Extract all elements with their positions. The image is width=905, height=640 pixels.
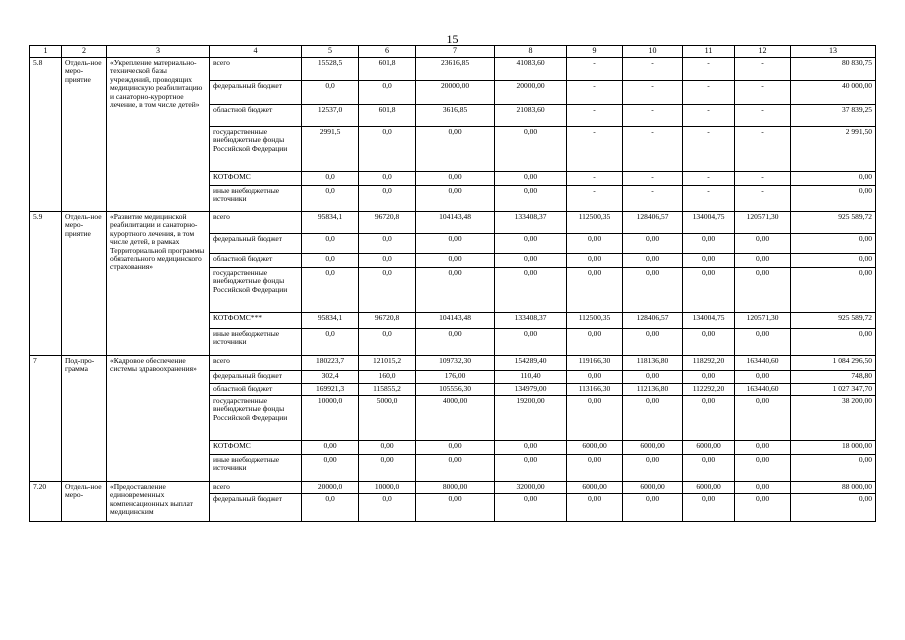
year-value-cell: 105556,30 <box>416 384 495 396</box>
year-value-cell: 134004,75 <box>683 212 735 234</box>
year-value-cell: 0,0 <box>302 172 359 186</box>
budget-table <box>29 45 876 522</box>
year-value-cell: 0,0 <box>302 494 359 522</box>
funding-source: федеральный бюджет <box>210 371 302 384</box>
year-value-cell: 0,00 <box>683 494 735 522</box>
year-value-cell: 0,00 <box>683 268 735 313</box>
year-value-cell: 0,00 <box>416 254 495 268</box>
year-value-cell: 134004,75 <box>683 313 735 329</box>
column-number: 12 <box>735 46 791 58</box>
year-value-cell: 119166,30 <box>567 356 623 371</box>
total-cell: 88 000,00 <box>791 482 876 494</box>
year-value-cell: 163440,60 <box>735 384 791 396</box>
item-number: 7.20 <box>30 482 62 522</box>
year-value-cell: 20000,00 <box>495 81 567 105</box>
funding-source: КОТФОМС <box>210 441 302 455</box>
year-value-cell: - <box>735 105 791 127</box>
year-value-cell: 0,00 <box>735 329 791 356</box>
year-value-cell: 134979,00 <box>495 384 567 396</box>
item-number: 5.9 <box>30 212 62 356</box>
year-value-cell: 6000,00 <box>683 441 735 455</box>
table-row <box>30 356 876 371</box>
column-number: 13 <box>791 46 876 58</box>
year-value-cell: - <box>567 127 623 172</box>
funding-source: областной бюджет <box>210 384 302 396</box>
year-value-cell: 0,00 <box>567 268 623 313</box>
funding-source: всего <box>210 58 302 81</box>
year-value-cell: 0,0 <box>359 127 416 172</box>
year-value-cell: 601,8 <box>359 105 416 127</box>
year-value-cell: 0,00 <box>567 234 623 254</box>
year-value-cell: 120571,30 <box>735 313 791 329</box>
year-value-cell: 0,00 <box>735 268 791 313</box>
year-value-cell: 118292,20 <box>683 356 735 371</box>
year-value-cell: 160,0 <box>359 371 416 384</box>
column-number: 6 <box>359 46 416 58</box>
year-value-cell: 133408,37 <box>495 313 567 329</box>
year-value-cell: 6000,00 <box>623 482 683 494</box>
column-number: 2 <box>62 46 107 58</box>
year-value-cell: - <box>623 186 683 212</box>
year-value-cell: 0,00 <box>735 494 791 522</box>
year-value-cell: 6000,00 <box>567 441 623 455</box>
year-value-cell: 0,00 <box>735 254 791 268</box>
year-value-cell: 96720,8 <box>359 313 416 329</box>
year-value-cell: 0,00 <box>683 329 735 356</box>
total-cell: 925 589,72 <box>791 212 876 234</box>
year-value-cell: - <box>567 81 623 105</box>
table-header-row <box>30 46 876 58</box>
year-value-cell: - <box>683 105 735 127</box>
year-value-cell: 0,00 <box>495 455 567 482</box>
year-value-cell: 154289,40 <box>495 356 567 371</box>
year-value-cell: - <box>683 58 735 81</box>
year-value-cell: 0,00 <box>359 441 416 455</box>
year-value-cell: 0,00 <box>567 254 623 268</box>
funding-source: всего <box>210 356 302 371</box>
year-value-cell: 0,0 <box>302 268 359 313</box>
funding-source: КОТФОМС*** <box>210 313 302 329</box>
year-value-cell: 19200,00 <box>495 396 567 441</box>
year-value-cell: 8000,00 <box>416 482 495 494</box>
column-number: 11 <box>683 46 735 58</box>
year-value-cell: 104143,48 <box>416 212 495 234</box>
funding-source: федеральный бюджет <box>210 494 302 522</box>
year-value-cell: 95834,1 <box>302 313 359 329</box>
year-value-cell: - <box>683 81 735 105</box>
year-value-cell: 0,00 <box>495 494 567 522</box>
year-value-cell: 120571,30 <box>735 212 791 234</box>
year-value-cell: 169921,3 <box>302 384 359 396</box>
item-type: Отдель-ное меро-приятие <box>62 58 107 212</box>
funding-source: иные внебюджетные источники <box>210 186 302 212</box>
year-value-cell: 112292,20 <box>683 384 735 396</box>
year-value-cell: 15528,5 <box>302 58 359 81</box>
year-value-cell: - <box>735 172 791 186</box>
year-value-cell: 0,0 <box>302 254 359 268</box>
year-value-cell: 0,00 <box>495 441 567 455</box>
year-value-cell: - <box>567 58 623 81</box>
year-value-cell: 0,00 <box>683 234 735 254</box>
total-cell: 925 589,72 <box>791 313 876 329</box>
funding-source: областной бюджет <box>210 105 302 127</box>
column-number: 5 <box>302 46 359 58</box>
year-value-cell: 0,00 <box>495 254 567 268</box>
total-cell: 0,00 <box>791 254 876 268</box>
table-row <box>30 58 876 81</box>
year-value-cell: 0,00 <box>416 268 495 313</box>
year-value-cell: 0,00 <box>623 268 683 313</box>
year-value-cell: 0,00 <box>495 186 567 212</box>
year-value-cell: 4000,00 <box>416 396 495 441</box>
year-value-cell: 0,00 <box>416 234 495 254</box>
year-value-cell: 0,00 <box>623 254 683 268</box>
year-value-cell: - <box>623 58 683 81</box>
year-value-cell: 20000,00 <box>416 81 495 105</box>
page-number: 15 <box>446 32 459 46</box>
year-value-cell: 0,0 <box>302 234 359 254</box>
year-value-cell: 23616,85 <box>416 58 495 81</box>
year-value-cell: 112136,80 <box>623 384 683 396</box>
year-value-cell: 0,0 <box>302 81 359 105</box>
year-value-cell: - <box>567 186 623 212</box>
total-cell: 1 084 296,50 <box>791 356 876 371</box>
year-value-cell: 0,00 <box>683 455 735 482</box>
year-value-cell: 0,0 <box>359 254 416 268</box>
item-title: «Кадровое обеспечение системы здравоохранения» <box>107 356 210 482</box>
total-cell: 0,00 <box>791 494 876 522</box>
year-value-cell: - <box>735 81 791 105</box>
total-cell: 80 830,75 <box>791 58 876 81</box>
funding-source: областной бюджет <box>210 254 302 268</box>
year-value-cell: 302,4 <box>302 371 359 384</box>
year-value-cell: 0,00 <box>416 172 495 186</box>
total-cell: 2 991,50 <box>791 127 876 172</box>
table-row <box>30 482 876 494</box>
year-value-cell: 0,0 <box>359 81 416 105</box>
item-number: 5.8 <box>30 58 62 212</box>
column-number: 1 <box>30 46 62 58</box>
year-value-cell: 110,40 <box>495 371 567 384</box>
year-value-cell: 0,00 <box>735 455 791 482</box>
year-value-cell: 5000,0 <box>359 396 416 441</box>
year-value-cell: 0,00 <box>416 127 495 172</box>
year-value-cell: 6000,00 <box>683 482 735 494</box>
item-type: Отдель-ное меро-приятие <box>62 212 107 356</box>
year-value-cell: 0,00 <box>416 329 495 356</box>
year-value-cell: 0,00 <box>416 441 495 455</box>
year-value-cell: - <box>623 105 683 127</box>
year-value-cell: 112500,35 <box>567 313 623 329</box>
year-value-cell: 3616,85 <box>416 105 495 127</box>
funding-source: федеральный бюджет <box>210 81 302 105</box>
year-value-cell: 0,0 <box>302 186 359 212</box>
year-value-cell: 0,00 <box>495 127 567 172</box>
year-value-cell: 0,00 <box>623 396 683 441</box>
year-value-cell: 0,00 <box>683 371 735 384</box>
column-number: 10 <box>623 46 683 58</box>
year-value-cell: 104143,48 <box>416 313 495 329</box>
year-value-cell: 0,0 <box>359 329 416 356</box>
year-value-cell: 96720,8 <box>359 212 416 234</box>
item-type: Отдель-ное меро- <box>62 482 107 522</box>
funding-source: КОТФОМС <box>210 172 302 186</box>
year-value-cell: 0,00 <box>416 494 495 522</box>
total-cell: 0,00 <box>791 455 876 482</box>
year-value-cell: 0,00 <box>735 396 791 441</box>
year-value-cell: 0,00 <box>495 172 567 186</box>
item-number: 7 <box>30 356 62 482</box>
item-title: «Развитие медицинской реабилитации и санаторно-курортного лечения, в том числе детей, в рамках Территориальной программы обязательного медицинского страхования» <box>107 212 210 356</box>
year-value-cell: 41083,60 <box>495 58 567 81</box>
total-cell: 18 000,00 <box>791 441 876 455</box>
year-value-cell: - <box>735 127 791 172</box>
item-type: Под-про-грамма <box>62 356 107 482</box>
year-value-cell: 0,00 <box>735 482 791 494</box>
funding-source: всего <box>210 212 302 234</box>
total-cell: 0,00 <box>791 234 876 254</box>
year-value-cell: 95834,1 <box>302 212 359 234</box>
funding-source: иные внебюджетные источники <box>210 455 302 482</box>
column-number: 4 <box>210 46 302 58</box>
year-value-cell: 0,0 <box>359 234 416 254</box>
year-value-cell: 0,00 <box>735 441 791 455</box>
year-value-cell: 0,0 <box>359 172 416 186</box>
total-cell: 0,00 <box>791 186 876 212</box>
year-value-cell: - <box>623 172 683 186</box>
year-value-cell: 0,00 <box>302 441 359 455</box>
year-value-cell: - <box>623 127 683 172</box>
year-value-cell: 0,00 <box>623 329 683 356</box>
year-value-cell: 0,00 <box>567 455 623 482</box>
funding-source: иные внебюджетные источники <box>210 329 302 356</box>
table-row <box>30 212 876 234</box>
year-value-cell: 10000,0 <box>302 396 359 441</box>
total-cell: 0,00 <box>791 329 876 356</box>
year-value-cell: 32000,00 <box>495 482 567 494</box>
year-value-cell: 176,00 <box>416 371 495 384</box>
year-value-cell: 0,00 <box>623 455 683 482</box>
year-value-cell: 0,00 <box>623 494 683 522</box>
column-number: 7 <box>416 46 495 58</box>
funding-source: федеральный бюджет <box>210 234 302 254</box>
year-value-cell: 0,00 <box>683 396 735 441</box>
year-value-cell: 0,0 <box>359 494 416 522</box>
year-value-cell: 0,0 <box>359 268 416 313</box>
year-value-cell: - <box>735 186 791 212</box>
year-value-cell: 0,00 <box>623 234 683 254</box>
year-value-cell: 0,0 <box>359 186 416 212</box>
year-value-cell: 12537,0 <box>302 105 359 127</box>
funding-source: государственные внебюджетные фонды Российской Федерации <box>210 268 302 313</box>
year-value-cell: 118136,80 <box>623 356 683 371</box>
year-value-cell: 109732,30 <box>416 356 495 371</box>
year-value-cell: 0,00 <box>567 494 623 522</box>
funding-source: всего <box>210 482 302 494</box>
year-value-cell: 0,00 <box>359 455 416 482</box>
year-value-cell: - <box>683 172 735 186</box>
year-value-cell: - <box>683 186 735 212</box>
year-value-cell: 0,00 <box>683 254 735 268</box>
year-value-cell: 133408,37 <box>495 212 567 234</box>
year-value-cell: 0,00 <box>416 186 495 212</box>
year-value-cell: - <box>623 81 683 105</box>
year-value-cell: 112500,35 <box>567 212 623 234</box>
year-value-cell: 115855,2 <box>359 384 416 396</box>
total-cell: 40 000,00 <box>791 81 876 105</box>
total-cell: 0,00 <box>791 268 876 313</box>
year-value-cell: 163440,60 <box>735 356 791 371</box>
year-value-cell: 20000,0 <box>302 482 359 494</box>
year-value-cell: 0,00 <box>302 455 359 482</box>
year-value-cell: 6000,00 <box>623 441 683 455</box>
year-value-cell: 21083,60 <box>495 105 567 127</box>
year-value-cell: - <box>683 127 735 172</box>
column-number: 8 <box>495 46 567 58</box>
year-value-cell: - <box>567 172 623 186</box>
year-value-cell: 128406,57 <box>623 212 683 234</box>
year-value-cell: 601,8 <box>359 58 416 81</box>
year-value-cell: 0,00 <box>495 268 567 313</box>
year-value-cell: 0,00 <box>567 329 623 356</box>
year-value-cell: - <box>735 58 791 81</box>
funding-source: государственные внебюджетные фонды Российской Федерации <box>210 127 302 172</box>
column-number: 9 <box>567 46 623 58</box>
year-value-cell: 0,00 <box>416 455 495 482</box>
year-value-cell: 113166,30 <box>567 384 623 396</box>
year-value-cell: 0,00 <box>623 371 683 384</box>
year-value-cell: 2991,5 <box>302 127 359 172</box>
year-value-cell: 0,00 <box>567 371 623 384</box>
year-value-cell: 0,00 <box>735 234 791 254</box>
year-value-cell: 180223,7 <box>302 356 359 371</box>
year-value-cell: - <box>567 105 623 127</box>
year-value-cell: 0,00 <box>495 329 567 356</box>
year-value-cell: 10000,0 <box>359 482 416 494</box>
year-value-cell: 121015,2 <box>359 356 416 371</box>
total-cell: 748,80 <box>791 371 876 384</box>
year-value-cell: 0,00 <box>567 396 623 441</box>
year-value-cell: 6000,00 <box>567 482 623 494</box>
total-cell: 0,00 <box>791 172 876 186</box>
total-cell: 1 027 347,70 <box>791 384 876 396</box>
total-cell: 37 839,25 <box>791 105 876 127</box>
year-value-cell: 0,0 <box>302 329 359 356</box>
year-value-cell: 0,00 <box>735 371 791 384</box>
item-title: «Предоставление единовременных компенсационных выплат медицинским <box>107 482 210 522</box>
column-number: 3 <box>107 46 210 58</box>
item-title: «Укрепление материально-технической базы учреждений, проводящих медицинскую реабилитацию и санаторно-курортное лечение, в том числе детей» <box>107 58 210 212</box>
year-value-cell: 0,00 <box>495 234 567 254</box>
total-cell: 38 200,00 <box>791 396 876 441</box>
year-value-cell: 128406,57 <box>623 313 683 329</box>
funding-source: государственные внебюджетные фонды Российской Федерации <box>210 396 302 441</box>
